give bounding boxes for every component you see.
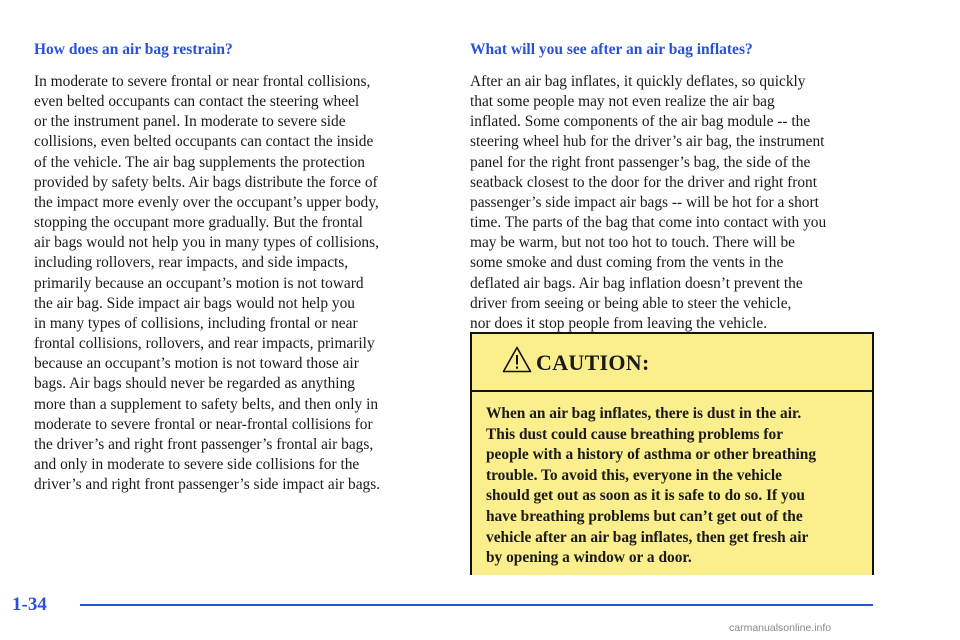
paragraph-line: that some people may not even realize the air bag — [470, 93, 775, 111]
paragraph-line: frontal collisions, rollovers, and rear impacts, primarily — [34, 335, 375, 353]
paragraph-line: time. The parts of the bag that come into contact with you — [470, 214, 827, 232]
caution-line: people with a history of asthma or other breathing — [486, 446, 817, 464]
caution-line: trouble. To avoid this, everyone in the vehicle — [486, 466, 782, 484]
paragraph-line: bags. Air bags should never be regarded as anything — [34, 375, 355, 393]
paragraph-line: seatback closest to the door for the driver and right front — [470, 173, 818, 191]
paragraph-line: the air bag. Side impact air bags would not help you — [34, 294, 355, 312]
paragraph-line: because an occupant’s motion is not toward those air — [34, 355, 359, 373]
paragraph-line: more than a supplement to safety belts, and then only in — [34, 395, 379, 413]
paragraph-line: In moderate to severe frontal or near frontal collisions, — [34, 73, 371, 90]
paragraph-line: some smoke and dust coming from the vents in the — [470, 254, 784, 272]
paragraph-line: nor does it stop people from leaving the vehicle. — [470, 314, 768, 332]
caution-header — [472, 334, 872, 392]
caution-line: vehicle after an air bag inflates, then get fresh air — [486, 528, 809, 546]
paragraph-line: deflated air bags. Air bag inflation doesn’t prevent the — [470, 274, 803, 292]
paragraph-line: moderate to severe frontal or near-frontal collisions for — [34, 415, 373, 433]
paragraph-line: of the vehicle. The air bag supplements the protection — [34, 153, 365, 171]
caution-line: This dust could cause breathing problems for — [486, 425, 784, 443]
paragraph-line: panel for the right front passenger’s bag, the side of the — [470, 153, 811, 171]
caution-title: CAUTION: — [536, 350, 650, 375]
paragraph-line: may be warm, but not too hot to touch. There will be — [470, 234, 795, 252]
caution-line: should get out as soon as it is safe to do so. If you — [486, 487, 805, 505]
left-section-heading: How does an air bag restrain? — [34, 41, 233, 58]
paragraph-line: the impact more evenly over the occupant’s upper body, — [34, 193, 379, 211]
caution-line: by opening a window or a door. — [486, 549, 692, 567]
paragraph-line: stopping the occupant more gradually. But the frontal — [34, 214, 363, 232]
caution-line: When an air bag inflates, there is dust in the air. — [486, 405, 802, 422]
paragraph-line: air bags would not help you in many types of collisions, — [34, 234, 379, 252]
paragraph-line: collisions, even belted occupants can contact the inside — [34, 133, 374, 151]
paragraph-line: primarily because an occupant’s motion is not toward — [34, 274, 364, 292]
paragraph-line: or the instrument panel. In moderate to severe side — [34, 113, 346, 131]
right-section-heading: What will you see after an air bag inflates? — [470, 41, 753, 58]
paragraph-line: steering wheel hub for the driver’s air bag, the instrument — [470, 133, 825, 151]
caution-box — [470, 332, 874, 575]
footer-rule — [80, 604, 873, 606]
right-column — [470, 40, 880, 334]
site-watermark: carmanualsonline.info — [729, 622, 832, 634]
paragraph-line: After an air bag inflates, it quickly deflates, so quickly — [470, 73, 806, 90]
warning-triangle-icon — [502, 346, 532, 373]
caution-line: have breathing problems but can’t get out of the — [486, 507, 803, 525]
paragraph-line: in many types of collisions, including frontal or near — [34, 314, 358, 332]
paragraph-line: passenger’s side impact air bags -- will be hot for a short — [470, 193, 819, 211]
left-column — [34, 40, 444, 495]
page-number: 1-34 — [12, 594, 47, 615]
caution-body — [472, 392, 872, 575]
paragraph-line: driver from seeing or being able to steer the vehicle, — [470, 294, 792, 312]
right-section-paragraph — [470, 72, 880, 334]
paragraph-line: the driver’s and right front passenger’s frontal air bags, — [34, 435, 374, 453]
paragraph-line: even belted occupants can contact the steering wheel — [34, 93, 360, 111]
left-section-paragraph — [34, 72, 444, 495]
paragraph-line: driver’s and right front passenger’s side impact air bags. — [34, 476, 381, 494]
paragraph-line: inflated. Some components of the air bag module -- the — [470, 113, 811, 131]
caution-paragraph — [486, 404, 872, 569]
paragraph-line: including rollovers, rear impacts, and side impacts, — [34, 254, 349, 272]
paragraph-line: provided by safety belts. Air bags distribute the force of — [34, 173, 378, 191]
paragraph-line: and only in moderate to severe side collisions for the — [34, 455, 360, 473]
